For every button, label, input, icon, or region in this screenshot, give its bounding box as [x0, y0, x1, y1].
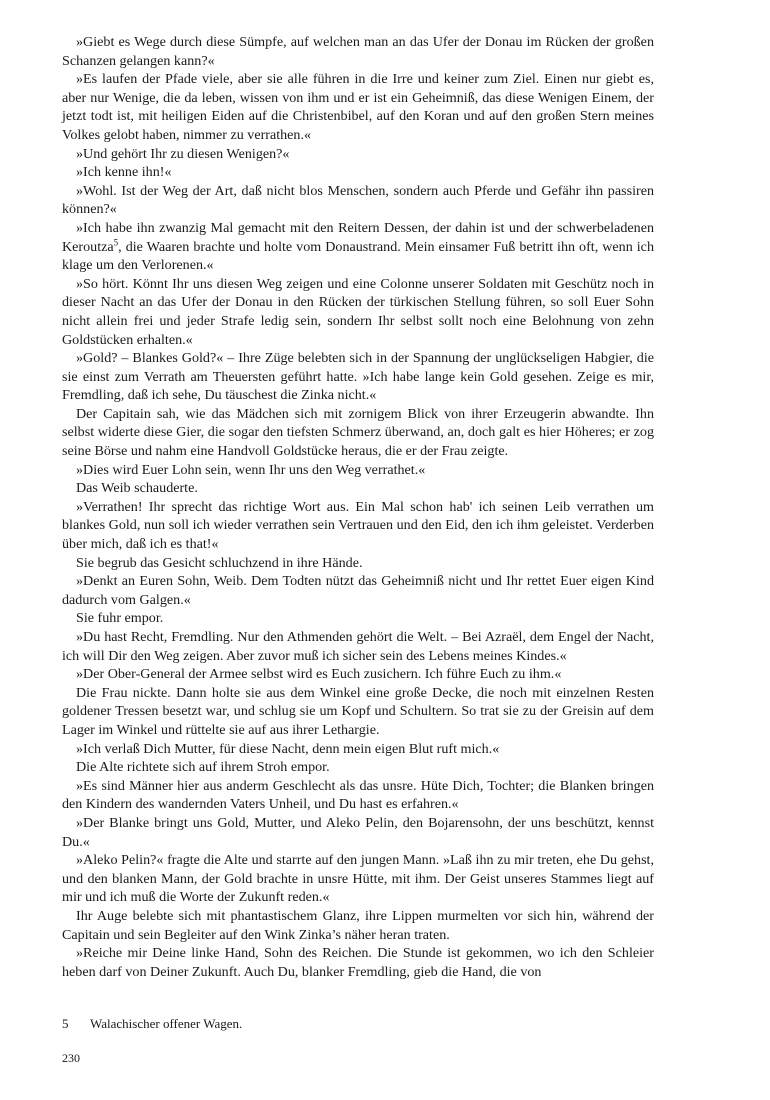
- paragraph-text: »Verrathen! Ihr sprecht das richtige Wort aus. Ein Mal schon hab' ich seinen Leib verrathen um blankes Gold, nun soll ich wieder verrathen sein Vertrauen und den Eid, den ich ihm geleistet. Verderben über mich, daß ich es that!«: [62, 498, 654, 553]
- paragraph: [62, 944, 654, 981]
- paragraph: [62, 609, 654, 628]
- paragraph: [62, 405, 654, 461]
- paragraph: [62, 349, 654, 405]
- footnote: [62, 1016, 654, 1032]
- paragraph: [62, 163, 654, 182]
- paragraph-text: »Der Blanke bringt uns Gold, Mutter, und Aleko Pelin, den Bojarensohn, der uns beschützt, kennst Du.«: [62, 814, 654, 850]
- paragraph-text: »Giebt es Wege durch diese Sümpfe, auf welchen man an das Ufer der Donau im Rücken der großen Schanzen gelangen kann?«: [62, 34, 654, 69]
- paragraph: [62, 740, 654, 759]
- paragraph: [62, 70, 654, 144]
- page-number: 230: [62, 1051, 80, 1065]
- paragraph-text: Die Alte richtete sich auf ihrem Stroh empor.: [76, 759, 330, 776]
- paragraph: [62, 275, 654, 349]
- paragraph-text: »Denkt an Euren Sohn, Weib. Dem Todten nützt das Geheimniß nicht und Ihr rettet Euer eigen Kind dadurch vom Galgen.«: [62, 573, 654, 608]
- paragraph: [62, 219, 654, 275]
- paragraph: [62, 907, 654, 944]
- paragraph-text: »Gold? – Blankes Gold?« – Ihre Züge belebten sich in der Spannung der unglückseligen Habgier, die sie einst zum Verrath am Theuersten geführt hatte. »Ich habe lange kein Gold gesehen. Zeige es mir, Fremdling, daß ich sehe, Du täuschest die Zinka nicht.«: [62, 350, 654, 404]
- paragraph: [62, 572, 654, 609]
- paragraph: [62, 479, 654, 498]
- paragraph-text: Die Frau nickte. Dann holte sie aus dem Winkel eine große Decke, die noch mit einzelnen Resten goldener Tressen besetzt war, und schlug sie um Kopf und Schultern. So trat sie zu der Greisin auf dem Lager im Winkel und rüttelte sie auf aus ihrer Lethargie.: [62, 684, 654, 738]
- paragraph: [62, 628, 654, 665]
- paragraph: [62, 145, 654, 164]
- paragraph-text: »Es laufen der Pfade viele, aber sie alle führen in die Irre und keiner zum Ziel. Einen nur giebt es, aber nur Wenige, die da leben, wissen von ihm und er ist ein Geheimniß, das diese Wenigen Einem, der jetzt todt ist, mit heiligen Eiden auf die Christenbibel, auf den Koran und auf den großen Stern meines Volkes gelobt haben, nimmer zu verrathen.«: [62, 71, 654, 143]
- paragraph-text: »Und gehört Ihr zu diesen Wenigen?«: [76, 145, 290, 162]
- paragraph-text: »Der Ober-General der Armee selbst wird es Euch zusichern. Ich führe Euch zu ihm.«: [76, 666, 562, 683]
- paragraph-text: Das Weib schauderte.: [76, 480, 198, 497]
- paragraph-text: »So hört. Könnt Ihr uns diesen Weg zeigen und eine Colonne unserer Soldaten mit Geschütz noch in dieser Nacht an das Ufer der Donau in den Rücken der türkischen Stellung führen, so soll Euer Sohn nicht allein frei und jeder Strafe ledig sein, sondern Ihr selbst sollt noch eine Belohnung von zehn Goldstücken erhalten.«: [62, 275, 654, 348]
- paragraph: [62, 33, 654, 70]
- paragraph: [62, 554, 654, 573]
- footnote-text: Walachischer offener Wagen.: [90, 1016, 243, 1031]
- paragraph-text: »Reiche mir Deine linke Hand, Sohn des Reichen. Die Stunde ist gekommen, wo ich den Schleier heben darf von Deiner Zukunft. Auch Du, blanker Fremdling, gieb die Hand, die von: [62, 945, 654, 980]
- paragraph-text: »Aleko Pelin?« fragte die Alte und starrte auf den jungen Mann. »Laß ihn zu mir treten, ehe Du gehst, und den blanken Mann, der Gold brachte in unsre Hütte, mit ihm. Der Geist unseres Stammes liegt auf mir und ich muß die Worte der Zukunft reden.«: [62, 852, 654, 906]
- paragraph: [62, 814, 654, 851]
- paragraph-text: Der Capitain sah, wie das Mädchen sich mit zornigem Blick von ihrer Erzeugerin abwandte. Ihn selbst widerte diese Gier, die sogar den tiefsten Schmerz überwand, an, doch galt es hier Höheres; er zog seine Börse und nahm eine Handvoll Goldstücke heraus, die er der Frau zeigte.: [62, 405, 654, 460]
- paragraph-text: »Du hast Recht, Fremdling. Nur den Athmenden gehört die Welt. – Bei Azraël, dem Engel der Nacht, ich will Dir den Weg zeigen. Aber zuvor muß ich sicher sein des Lebens meines Kindes.«: [62, 629, 654, 664]
- paragraph: [62, 665, 654, 684]
- paragraph-text: Ihr Auge belebte sich mit phantastischem Glanz, ihre Lippen murmelten vor sich hin, während der Capitain und sein Begleiter auf den Wink Zinka’s näher heran traten.: [62, 907, 654, 943]
- body-text: [62, 33, 654, 981]
- paragraph-text: »Dies wird Euer Lohn sein, wenn Ihr uns den Weg verrathet.«: [76, 461, 426, 478]
- paragraph: [62, 758, 654, 777]
- paragraph: [62, 684, 654, 740]
- paragraph-text: Sie fuhr empor.: [76, 610, 164, 627]
- paragraph: [62, 851, 654, 907]
- paragraph-text: Sie begrub das Gesicht schluchzend in ihre Hände.: [76, 554, 363, 571]
- paragraph: [62, 498, 654, 554]
- paragraph-text: »Wohl. Ist der Weg der Art, daß nicht blos Menschen, sondern auch Pferde und Gefähr ihn passiren können?«: [62, 182, 654, 218]
- paragraph-text: »Ich verlaß Dich Mutter, für diese Nacht, denn mein eigen Blut ruft mich.«: [76, 740, 500, 757]
- paragraph: [62, 182, 654, 219]
- paragraph: [62, 777, 654, 814]
- paragraph-text: »Es sind Männer hier aus anderm Geschlecht als das unsre. Hüte Dich, Tochter; die Blanken bringen den Kindern des wandernden Vaters Unheil, und Du hast es erfahren.«: [62, 777, 654, 813]
- paragraph-text: »Ich habe ihn zwanzig Mal gemacht mit den Reitern Dessen, der dahin ist und der schwerbeladenen Keroutza: [62, 219, 654, 255]
- footnote-marker: 5: [113, 236, 119, 247]
- paragraph: [62, 461, 654, 480]
- paragraph-text: »Ich kenne ihn!«: [76, 164, 172, 181]
- paragraph-text-continued: , die Waaren brachte und holte vom Donaustrand. Mein einsamer Fuß betritt ihn oft, wenn ich klage um den Verlorenen.«: [62, 238, 654, 274]
- footnote-number: 5: [62, 1016, 69, 1031]
